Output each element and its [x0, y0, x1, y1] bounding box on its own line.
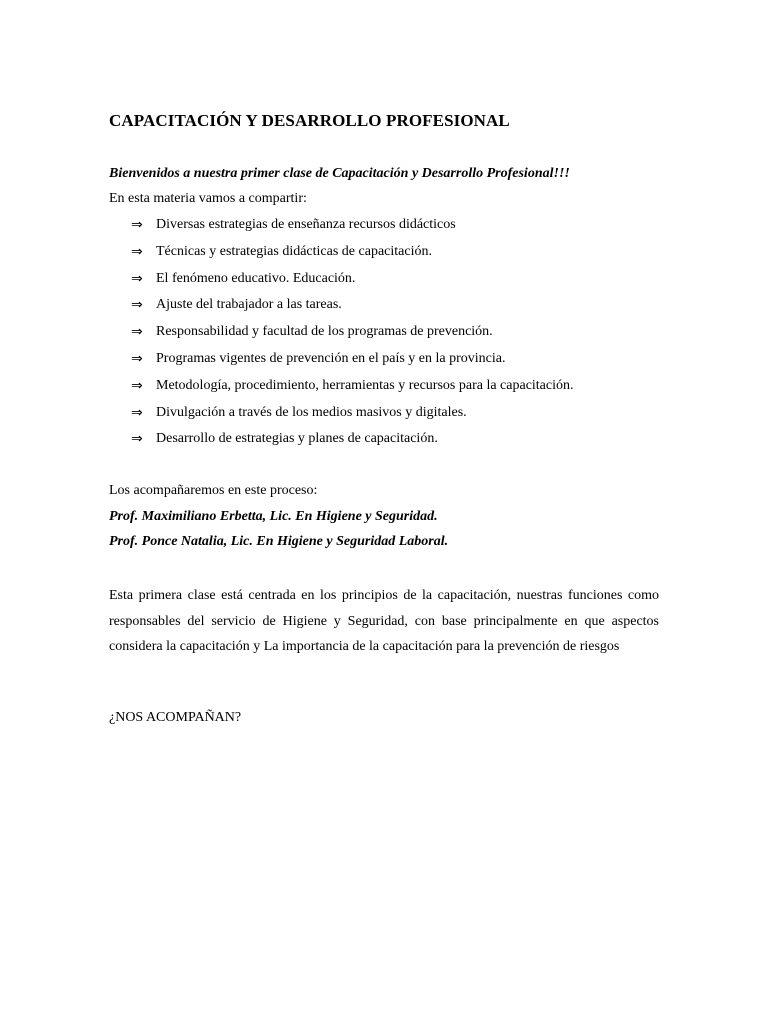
- professor-line: Prof. Maximiliano Erbetta, Lic. En Higiene y Seguridad.: [109, 509, 438, 524]
- professor-line: Prof. Ponce Natalia, Lic. En Higiene y Seguridad Laboral.: [109, 534, 449, 549]
- list-item: [131, 378, 574, 405]
- double-right-arrow-icon: ⇒: [131, 243, 143, 260]
- double-right-arrow-icon: ⇒: [131, 297, 143, 314]
- list-item: [131, 351, 574, 378]
- list-item: [131, 217, 574, 244]
- list-item-text: Ajuste del trabajador a las tareas.: [156, 297, 342, 313]
- closing-question: ¿NOS ACOMPAÑAN?: [109, 710, 242, 725]
- double-right-arrow-icon: ⇒: [131, 270, 143, 287]
- double-right-arrow-icon: ⇒: [131, 404, 143, 421]
- list-item-text: El fenómeno educativo. Educación.: [156, 270, 356, 286]
- double-right-arrow-icon: ⇒: [131, 324, 143, 341]
- welcome-line: Bienvenidos a nuestra primer clase de Capacitación y Desarrollo Profesional!!!: [109, 166, 570, 181]
- list-item-text: Divulgación a través de los medios masivos y digitales.: [156, 404, 467, 420]
- double-right-arrow-icon: ⇒: [131, 377, 143, 394]
- list-item-text: Programas vigentes de prevención en el país y en la provincia.: [156, 350, 506, 366]
- document-page: [109, 0, 659, 1024]
- list-item-text: Responsabilidad y facultad de los programas de prevención.: [156, 324, 493, 340]
- list-item: [131, 271, 574, 298]
- double-right-arrow-icon: ⇒: [131, 431, 143, 448]
- double-right-arrow-icon: ⇒: [131, 217, 143, 233]
- accompany-line: Los acompañaremos en este proceso:: [109, 483, 318, 498]
- list-item: [131, 405, 574, 432]
- body-paragraph: Esta primera clase está centrada en los principios de la capacitación, nuestras funciones como responsables del servicio de Higiene y Seguridad, con base principalmente en que aspectos considera la capacitación y La importancia de la capacitación para la prevención de riesgos: [109, 588, 659, 654]
- double-right-arrow-icon: ⇒: [131, 350, 143, 367]
- list-item: [131, 244, 574, 271]
- list-item-text: Metodología, procedimiento, herramientas y recursos para la capacitación.: [156, 377, 574, 393]
- list-item-text: Desarrollo de estrategias y planes de capacitación.: [156, 431, 438, 447]
- topics-list: [131, 217, 574, 458]
- list-item: [131, 297, 574, 324]
- list-item: [131, 324, 574, 351]
- document-title: CAPACITACIÓN Y DESARROLLO PROFESIONAL: [109, 111, 510, 130]
- intro-line: En esta materia vamos a compartir:: [109, 191, 307, 206]
- list-item: [131, 431, 574, 458]
- list-item-text: Técnicas y estrategias didácticas de capacitación.: [156, 243, 432, 259]
- list-item-text: Diversas estrategias de enseñanza recursos didácticos: [156, 217, 456, 232]
